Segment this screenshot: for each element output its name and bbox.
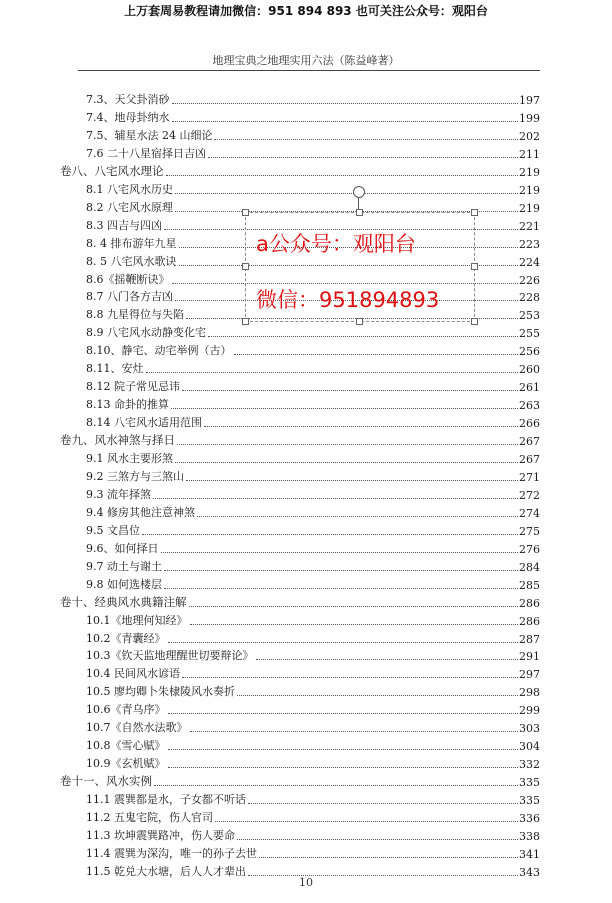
toc-entry-page: 272 xyxy=(519,488,540,502)
toc-entry-page: 263 xyxy=(519,399,540,413)
toc-leader-dots xyxy=(172,121,519,122)
toc-entry-label: 8.2 八宅风水原理 xyxy=(86,200,173,214)
toc-entry-label: 卷十一、风水实例 xyxy=(60,774,152,789)
toc-entry-label: 11.2 五鬼宅院，伤人官司 xyxy=(86,811,213,824)
toc-section-row xyxy=(86,681,540,699)
toc-leader-dots xyxy=(190,731,519,732)
toc-entry-label: 7.3、天父卦消砂 xyxy=(86,93,170,106)
resize-handle-middle-left[interactable] xyxy=(242,263,249,270)
toc-entry-label: 9.6、如何择日 xyxy=(86,541,159,555)
toc-leader-dots xyxy=(208,336,518,337)
toc-section-row xyxy=(86,663,540,681)
resize-handle-top-middle[interactable] xyxy=(356,209,363,216)
toc-leader-dots xyxy=(237,695,518,696)
toc-leader-dots xyxy=(234,354,519,355)
toc-section-row xyxy=(86,340,540,358)
toc-entry-label: 9.1 风水主要形煞 xyxy=(86,452,173,465)
rotate-handle[interactable] xyxy=(353,186,365,198)
toc-section-row xyxy=(86,448,540,466)
toc-leader-dots xyxy=(190,624,519,625)
toc-leader-dots xyxy=(175,462,518,463)
toc-chapter-row xyxy=(60,430,540,448)
toc-entry-page: 287 xyxy=(519,632,540,646)
toc-entry-label: 10.2《青囊经》 xyxy=(86,631,166,645)
toc-entry-page: 336 xyxy=(519,812,540,825)
toc-section-row xyxy=(86,376,540,394)
toc-leader-dots xyxy=(186,480,518,481)
toc-entry-label: 10.8《雪心赋》 xyxy=(86,739,166,753)
toc-leader-dots xyxy=(153,498,518,499)
toc-leader-dots xyxy=(208,157,518,158)
toc-section-row xyxy=(86,179,540,197)
toc-section-row xyxy=(86,753,540,771)
toc-leader-dots xyxy=(142,534,518,535)
toc-entry-page: 267 xyxy=(519,453,540,466)
toc-entry-page: 267 xyxy=(519,435,540,449)
toc-entry-page: 255 xyxy=(519,327,540,341)
toc-leader-dots xyxy=(204,426,518,427)
toc-entry-page: 211 xyxy=(519,147,540,161)
toc-entry-page: 274 xyxy=(519,506,540,520)
toc-leader-dots xyxy=(237,839,518,840)
toc-entry-label: 9.2 三煞方与三煞山 xyxy=(86,469,184,483)
resize-handle-top-right[interactable] xyxy=(471,209,478,216)
header-divider xyxy=(78,70,540,71)
toc-entry-label: 10.5 廖均卿卜朱棣陵风水奏折 xyxy=(86,685,235,699)
toc-section-row xyxy=(86,520,540,538)
toc-leader-dots xyxy=(164,570,518,571)
page-header-title: 地理宝典之地理实用六法（陈益峰著） xyxy=(212,54,400,67)
toc-chapter-row xyxy=(60,161,540,179)
toc-entry-label: 9.5 文昌位 xyxy=(86,523,140,537)
toc-entry-page: 291 xyxy=(519,650,540,664)
toc-entry-label: 7.5、辅星水法 24 山细论 xyxy=(86,128,213,142)
toc-chapter-row xyxy=(60,771,540,789)
toc-leader-dots xyxy=(215,821,518,822)
toc-entry-page: 199 xyxy=(519,111,540,125)
toc-entry-label: 8.12 院子常见忌讳 xyxy=(86,380,180,394)
toc-section-row xyxy=(86,628,540,646)
toc-leader-dots xyxy=(248,803,518,804)
toc-entry-page: 260 xyxy=(519,363,540,377)
toc-leader-dots xyxy=(256,659,519,660)
toc-entry-label: 10.4 民间风水谚语 xyxy=(86,667,180,681)
toc-leader-dots xyxy=(164,588,518,589)
toc-entry-label: 10.3《钦天监地理醒世切要辩论》 xyxy=(86,649,254,663)
toc-leader-dots xyxy=(168,713,519,714)
toc-entry-page: 304 xyxy=(519,740,540,754)
toc-entry-label: 9.7 动土与谢土 xyxy=(86,559,162,573)
toc-leader-dots xyxy=(161,552,519,553)
toc-entry-label: 11.4 震巽为深沟，唯一的孙子去世 xyxy=(86,846,257,860)
toc-entry-label: 8.6《摇鞭断诀》 xyxy=(86,272,170,286)
toc-entry-page: 286 xyxy=(519,596,540,610)
toc-section-row xyxy=(86,89,540,107)
toc-entry-page: 271 xyxy=(519,470,540,484)
toc-entry-page: 226 xyxy=(519,273,540,287)
toc-section-row xyxy=(86,143,540,161)
toc-entry-page: 202 xyxy=(519,129,540,143)
toc-section-row xyxy=(86,574,540,592)
toc-leader-dots xyxy=(177,444,518,445)
toc-entry-page: 303 xyxy=(519,722,540,736)
toc-entry-page: 297 xyxy=(519,668,540,682)
toc-entry-page: 253 xyxy=(519,309,540,323)
toc-section-row xyxy=(86,807,540,825)
toc-leader-dots xyxy=(166,175,519,176)
toc-entry-page: 261 xyxy=(519,381,540,395)
toc-section-row xyxy=(86,322,540,340)
page-number: 10 xyxy=(299,876,313,889)
toc-leader-dots xyxy=(189,606,519,607)
toc-entry-page: 197 xyxy=(519,94,540,107)
toc-entry-page: 228 xyxy=(519,291,540,305)
toc-entry-label: 卷九、风水神煞与择日 xyxy=(60,433,175,448)
toc-section-row xyxy=(86,107,540,125)
toc-entry-page: 338 xyxy=(519,829,540,843)
toc-entry-label: 10.6《青乌序》 xyxy=(86,703,166,717)
toc-entry-label: 卷十、经典风水典籍注解 xyxy=(60,594,187,609)
toc-entry-page: 224 xyxy=(519,255,540,269)
toc-entry-label: 10.1《地理何知经》 xyxy=(86,613,188,627)
toc-entry-page: 335 xyxy=(519,794,540,808)
toc-entry-label: 7.6 二十八星宿择日吉凶 xyxy=(86,146,206,160)
toc-entry-label: 10.9《玄机赋》 xyxy=(86,757,166,771)
toc-section-row xyxy=(86,484,540,502)
toc-entry-label: 8.9 八宅风水动静变化宅 xyxy=(86,326,206,340)
toc-entry-label: 8.7 八门各方吉凶 xyxy=(86,290,173,304)
toc-leader-dots xyxy=(168,749,519,750)
toc-entry-page: 223 xyxy=(519,237,540,251)
toc-entry-page: 299 xyxy=(519,704,540,718)
toc-entry-label: 8. 5 八宅风水歌诀 xyxy=(86,254,177,268)
toc-section-row xyxy=(86,789,540,807)
toc-entry-label: 11.1 震巽都是水，子女都不听话 xyxy=(86,793,246,807)
toc-section-row xyxy=(86,466,540,484)
watermark-line-2: 微信：951894893 xyxy=(256,288,440,312)
toc-entry-label: 8. 4 排布游年九星 xyxy=(86,236,177,250)
resize-handle-bottom-middle[interactable] xyxy=(356,318,363,325)
toc-section-row xyxy=(86,843,540,861)
toc-entry-label: 10.7《自然水法歌》 xyxy=(86,721,188,735)
toc-entry-page: 341 xyxy=(519,847,540,861)
toc-entry-page: 256 xyxy=(519,345,540,359)
toc-section-row xyxy=(86,825,540,843)
toc-section-row xyxy=(86,394,540,412)
toc-leader-dots xyxy=(175,193,518,194)
toc-leader-dots xyxy=(197,516,518,517)
toc-section-row xyxy=(86,358,540,376)
toc-entry-page: 335 xyxy=(519,776,540,790)
toc-leader-dots xyxy=(214,139,518,140)
resize-handle-bottom-right[interactable] xyxy=(471,318,478,325)
toc-section-row xyxy=(86,502,540,520)
toc-entry-page: 286 xyxy=(519,614,540,628)
top-banner: 上万套周易教程请加微信：951 894 893 也可关注公众号：观阳台 xyxy=(124,4,488,18)
toc-entry-page: 284 xyxy=(519,560,540,574)
toc-section-row xyxy=(86,412,540,430)
toc-entry-label: 11.5 乾兑大水塘，后人人才辈出 xyxy=(86,864,246,878)
toc-entry-page: 266 xyxy=(519,417,540,431)
toc-section-row xyxy=(86,125,540,143)
toc-entry-page: 219 xyxy=(519,165,540,179)
toc-entry-label: 8.8 九星得位与失陷 xyxy=(86,308,184,322)
toc-section-row xyxy=(86,538,540,556)
toc-entry-label: 卷八、八宅风水理论 xyxy=(60,163,164,178)
toc-leader-dots xyxy=(168,642,519,643)
toc-entry-label: 8.1 八宅风水历史 xyxy=(86,182,173,196)
toc-entry-label: 9.4 修房其他注意神煞 xyxy=(86,505,195,519)
toc-section-row xyxy=(86,735,540,753)
toc-entry-page: 221 xyxy=(519,219,540,233)
toc-entry-label: 8.3 四吉与四凶 xyxy=(86,218,162,232)
toc-entry-page: 219 xyxy=(519,183,540,197)
toc-leader-dots xyxy=(182,677,518,678)
toc-leader-dots xyxy=(154,785,518,786)
toc-entry-page: 343 xyxy=(519,865,540,879)
toc-leader-dots xyxy=(171,408,518,409)
toc-chapter-row xyxy=(60,592,540,610)
toc-entry-label: 8.13 命卦的推算 xyxy=(86,398,169,412)
toc-entry-label: 7.4、地母卦纳水 xyxy=(86,110,170,124)
toc-entry-page: 298 xyxy=(519,686,540,700)
toc-entry-label: 8.10、静宅、动宅举例（古） xyxy=(86,344,232,358)
toc-entry-label: 8.14 八宅风水适用范围 xyxy=(86,416,202,430)
toc-entry-page: 219 xyxy=(519,201,540,215)
toc-entry-page: 276 xyxy=(519,542,540,556)
toc-entry-page: 285 xyxy=(519,578,540,592)
resize-handle-bottom-left[interactable] xyxy=(242,318,249,325)
watermark-line-1: a公众号：观阳台 xyxy=(256,232,416,256)
toc-entry-label: 11.3 坎坤震巽路冲，伤人要命 xyxy=(86,828,235,842)
toc-section-row xyxy=(86,645,540,663)
toc-section-row xyxy=(86,717,540,735)
toc-section-row xyxy=(86,610,540,628)
toc-entry-label: 8.11、安灶 xyxy=(86,362,144,376)
resize-handle-top-left[interactable] xyxy=(242,209,249,216)
toc-leader-dots xyxy=(172,103,519,104)
resize-handle-middle-right[interactable] xyxy=(471,263,478,270)
toc-entry-label: 9.3 流年择煞 xyxy=(86,487,151,501)
toc-section-row xyxy=(86,556,540,574)
toc-entry-label: 9.8 如何选楼层 xyxy=(86,577,162,591)
toc-leader-dots xyxy=(182,390,518,391)
toc-entry-page: 275 xyxy=(519,524,540,538)
toc-leader-dots xyxy=(259,857,518,858)
toc-leader-dots xyxy=(146,372,519,373)
toc-entry-page: 332 xyxy=(519,758,540,772)
toc-leader-dots xyxy=(168,767,519,768)
toc-section-row xyxy=(86,699,540,717)
